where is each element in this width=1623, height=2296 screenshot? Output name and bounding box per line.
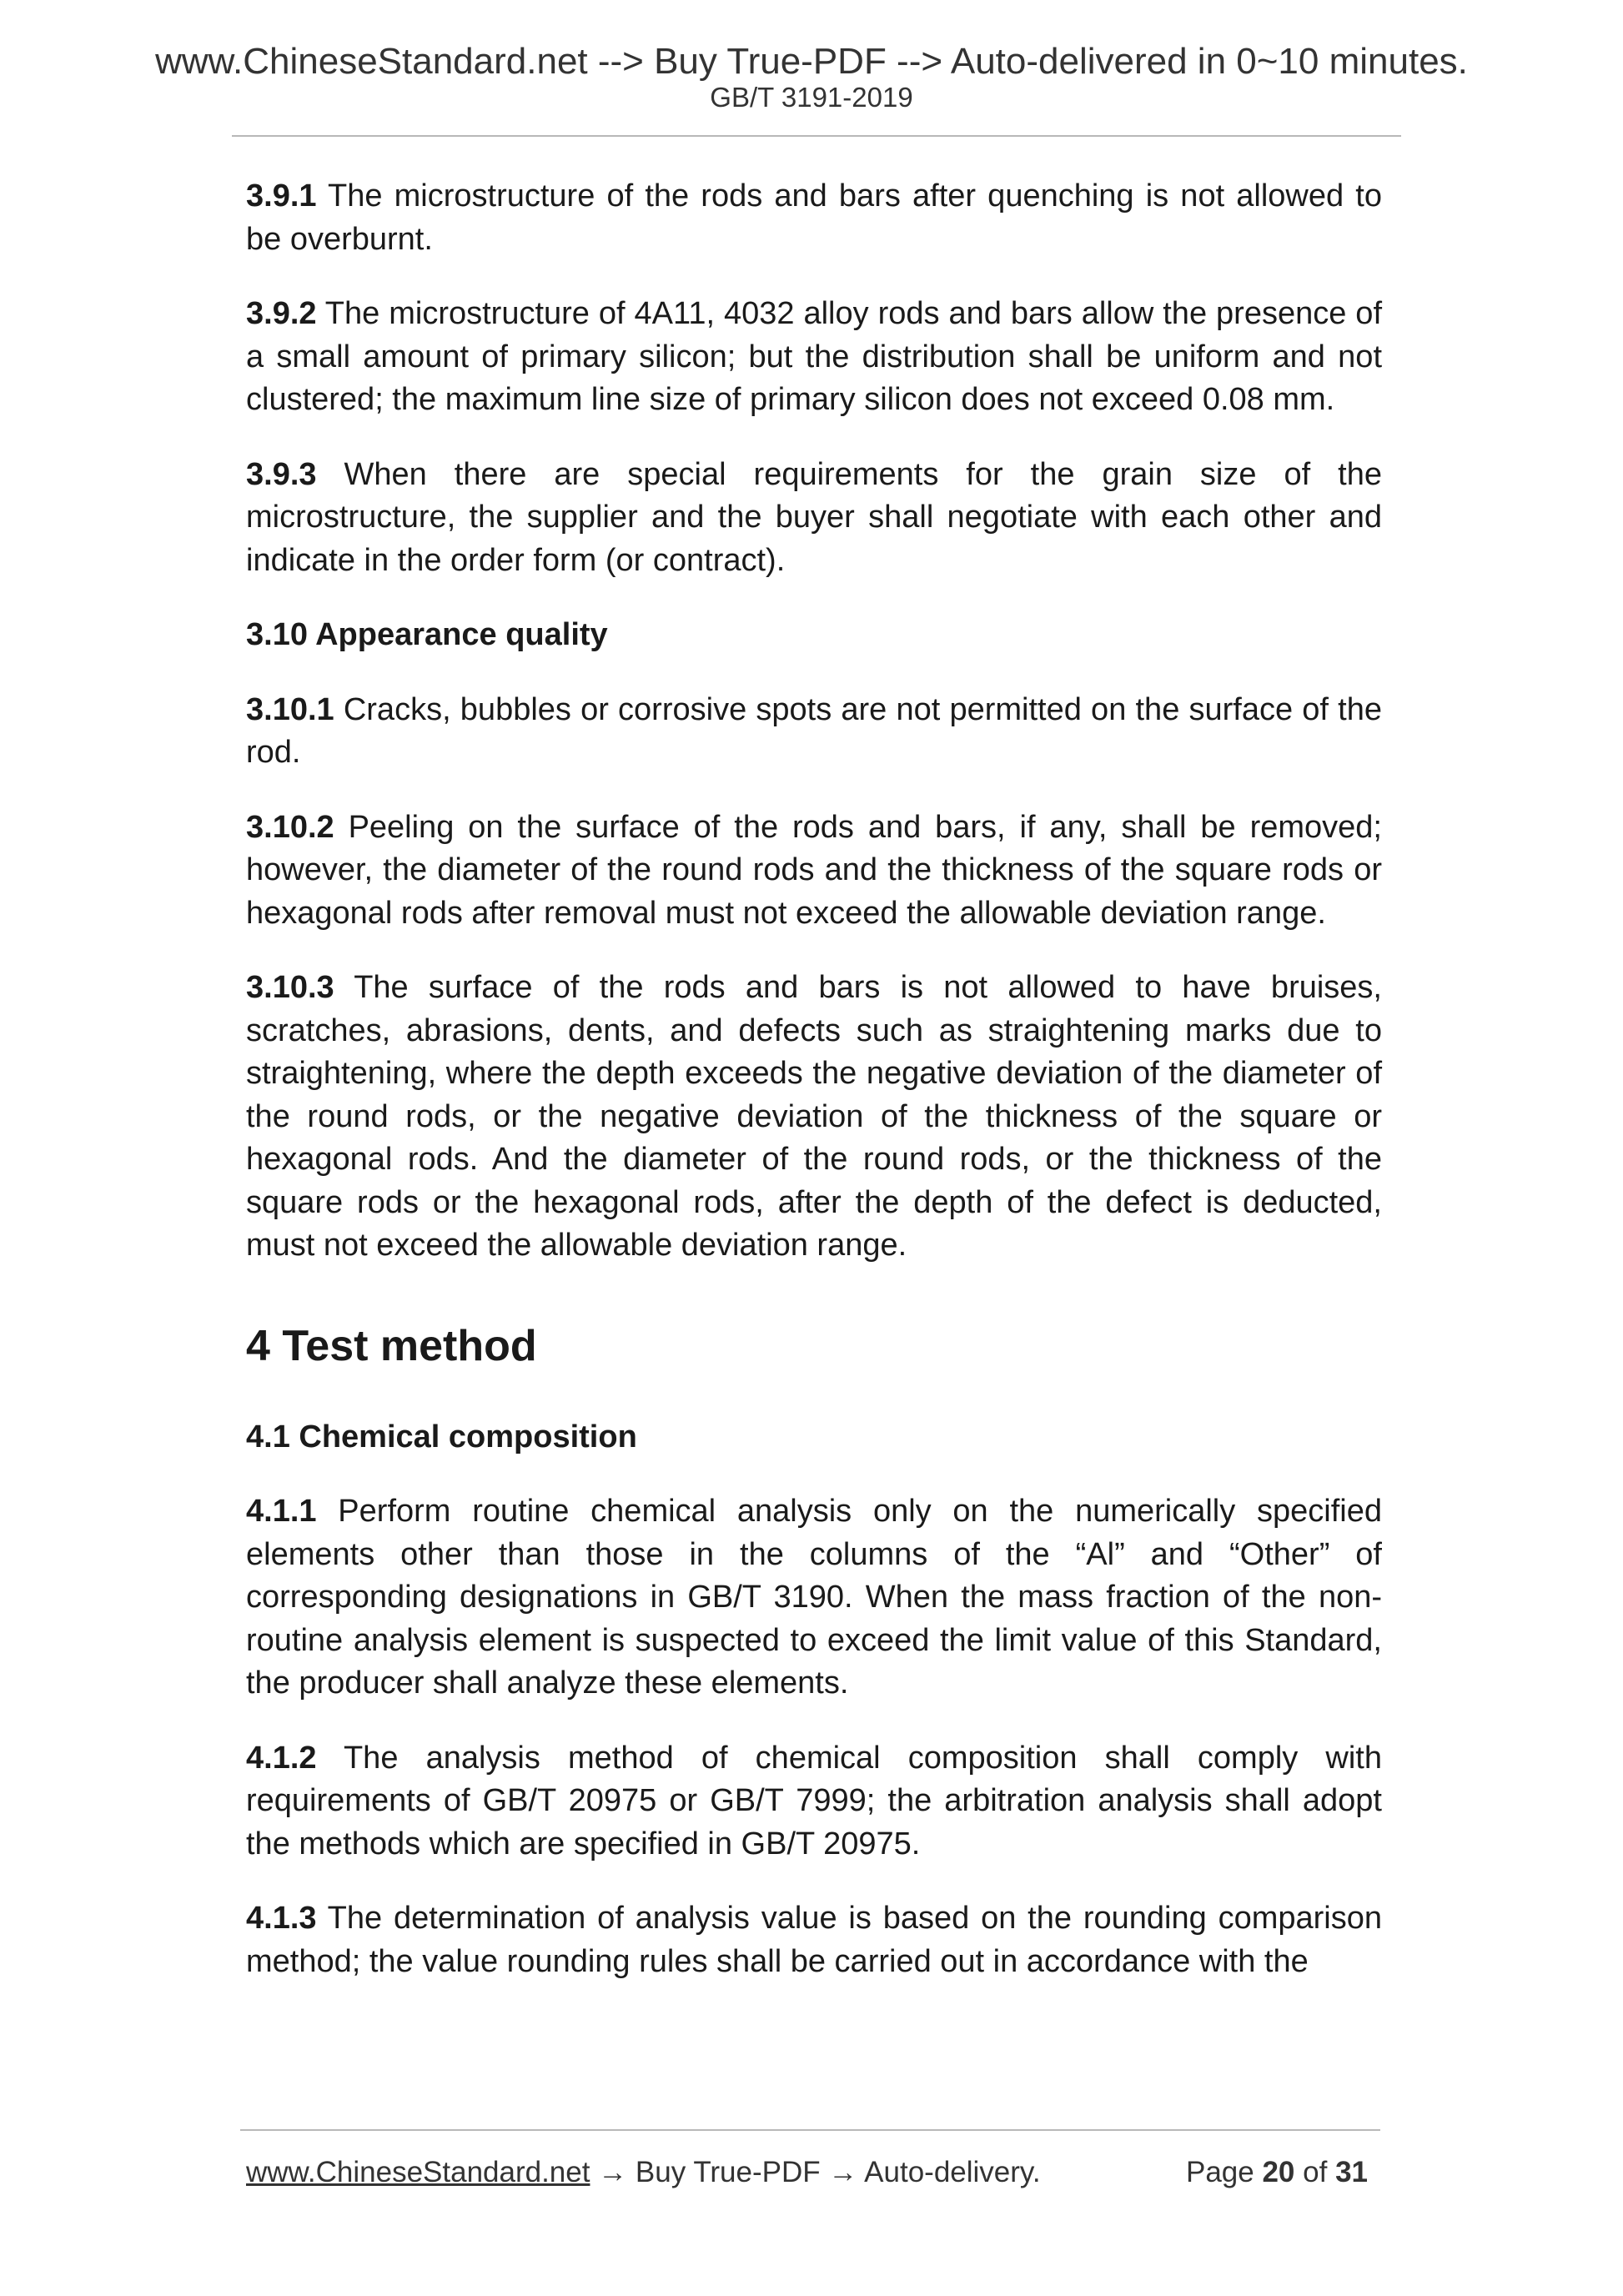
clause-3-9-3 [246, 454, 1382, 583]
clause-text: The microstructure of the rods and bars after quenching is not allowed to be overburnt. [246, 178, 1382, 257]
site-banner: www.ChineseStandard.net --> Buy True-PDF --> Auto-delivered in 0~10 minutes. [155, 41, 1468, 82]
page-indicator [1186, 2155, 1368, 2190]
clause-text: The determination of analysis value is based on the rounding comparison method; the value rounding rules shall be carried out in accordance with the [246, 1901, 1382, 1979]
clause-4-1-1 [246, 1490, 1382, 1706]
clause-text: Cracks, bubbles or corrosive spots are not permitted on the surface of the rod. [246, 691, 1382, 770]
clause-4-1-3 [246, 1897, 1382, 1983]
clause-number: 3.9.3 [246, 456, 317, 492]
page-label: Page [1185, 2156, 1254, 2188]
clause-3-10-2 [246, 806, 1382, 936]
section-4-title: 4 Test method [246, 1321, 537, 1370]
footer-site-link[interactable]: www.ChineseStandard.net [246, 2156, 590, 2188]
clause-number: 3.9.1 [246, 178, 317, 214]
clause-3-10-3 [246, 967, 1382, 1268]
clause-text: Peeling on the surface of the rods and bars, if any, shall be removed; however, the diameter of the round rods and the thickness of the square rods or hexagonal rods after removal must not exceed the allowable deviation range. [246, 809, 1382, 931]
clause-number: 3.9.2 [246, 296, 317, 331]
page-current: 20 [1262, 2156, 1295, 2188]
clause-number: 3.10.3 [246, 970, 334, 1005]
header-divider [232, 135, 1401, 137]
page-footer [246, 2155, 1368, 2190]
page-of: of [1303, 2156, 1328, 2188]
clause-4-1-2 [246, 1737, 1382, 1866]
standard-code: GB/T 3191-2019 [710, 82, 913, 113]
clause-text: When there are special requirements for the grain size of the microstructure, the supplier and the buyer shall negotiate with each other and indicate in the order form (or contract). [246, 456, 1382, 578]
clause-number: 3.10.1 [246, 691, 334, 727]
heading-4-1: 4.1 Chemical composition [246, 1419, 637, 1454]
clause-number: 3.10.2 [246, 809, 334, 845]
clause-text: The analysis method of chemical composition shall comply with requirements of GB/T 20975 or GB/T 7999; the arbitration analysis shall adopt the methods which are specified in GB/T 20975. [246, 1740, 1382, 1861]
footer-divider [240, 2129, 1380, 2131]
clause-text: The microstructure of 4A11, 4032 alloy rods and bars allow the presence of a small amount of primary silicon; but the distribution shall be uniform and not clustered; the maximum line size of primary silicon does not exceed 0.08 mm. [246, 296, 1382, 417]
clause-text: The surface of the rods and bars is not allowed to have bruises, scratches, abrasions, dents, and defects such as straightening marks due to straightening, where the depth exceeds the negative deviation of the diameter of the round rods, or the negative deviation of the thickness of the square or hexagonal rods. And the diameter of the round rods, or the thickness of the square rods or the hexagonal rods, after the depth of the defect is deducted, must not exceed the allowable deviation range. [246, 970, 1382, 1263]
clause-3-10-1 [246, 689, 1382, 775]
document-body [246, 175, 1382, 2015]
heading-3-10: 3.10 Appearance quality [246, 617, 608, 652]
clause-text: Perform routine chemical analysis only on the numerically specified elements other than those in the columns of the “Al” and “Other” of corresponding designations in GB/T 3190. When the mass fraction of the non-routine analysis element is suspected to exceed the limit value of this Standard, the producer shall analyze these elements. [246, 1494, 1382, 1701]
footer-nav-text: → Buy True-PDF → Auto-delivery. [590, 2156, 1041, 2188]
clause-number: 4.1.3 [246, 1901, 317, 1936]
page-total: 31 [1335, 2156, 1368, 2188]
clause-number: 4.1.1 [246, 1494, 317, 1529]
clause-3-9-1 [246, 175, 1382, 261]
clause-number: 4.1.2 [246, 1740, 317, 1776]
clause-3-9-2 [246, 293, 1382, 422]
